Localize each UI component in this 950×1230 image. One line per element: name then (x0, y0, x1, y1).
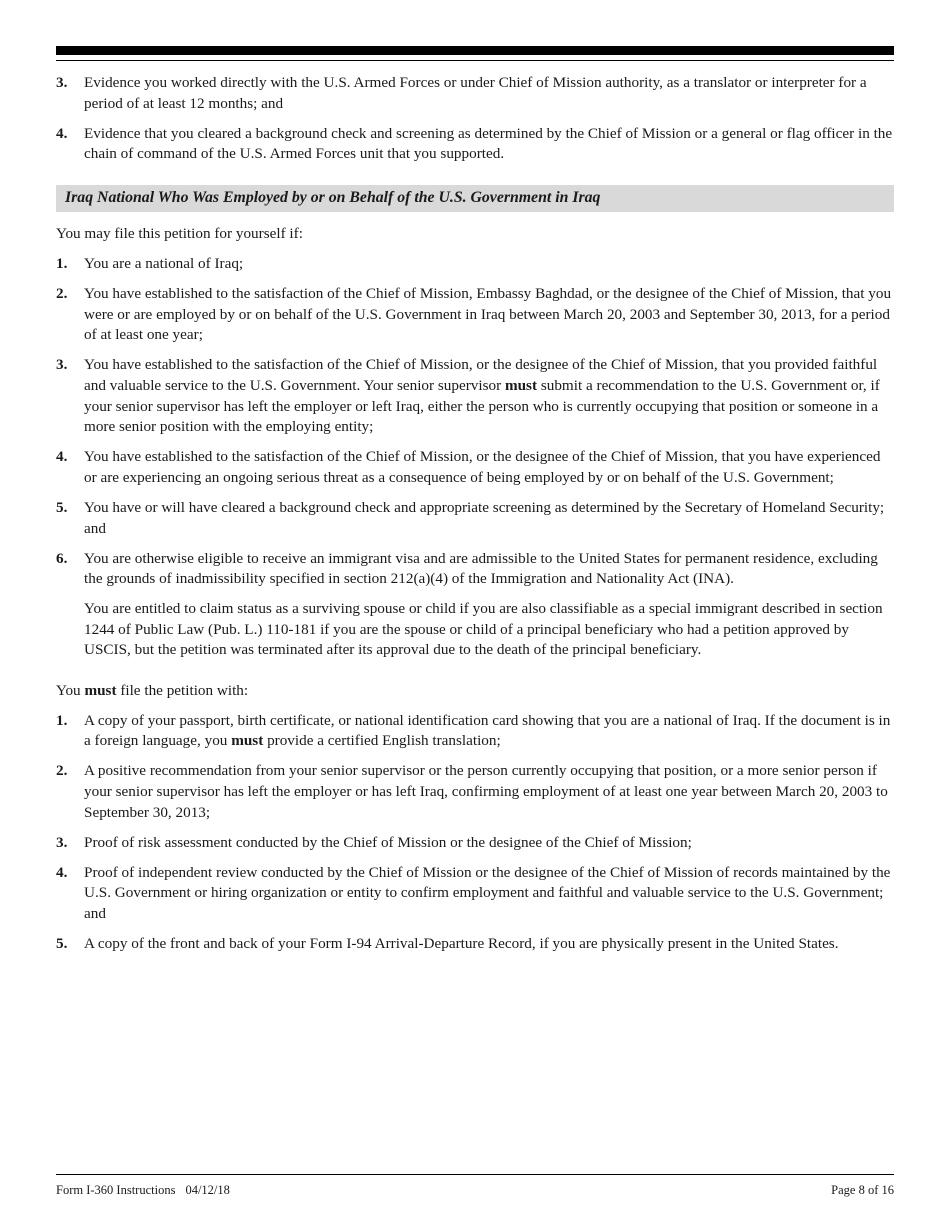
item-number: 3. (56, 74, 68, 91)
item-number: 3. (56, 356, 68, 374)
list-item (56, 355, 894, 437)
item-number: 4. (56, 448, 68, 466)
item-text (84, 711, 894, 752)
header-thick-rule (56, 46, 894, 55)
item-text-part: You have established to the satisfaction of the Chief of Mission, or the designee of the Chief of Mission, that you provided faithful and valuable service to the U.S. Government. Your senior supervisor (84, 356, 878, 394)
list-item (56, 761, 894, 823)
item-number: 4. (56, 124, 68, 142)
list-item (56, 254, 894, 275)
item-text-part: submit a recommendation to the U.S. Government or, if your senior supervisor has left the employer or left Iraq, either the person who is currently occupying that position or someone in a more senior position with the employing entity; (84, 376, 880, 436)
item-text-part: provide a certified English translation; (263, 732, 501, 750)
list-item (56, 284, 894, 346)
item-number: 2. (56, 285, 68, 303)
item-text: A positive recommendation from your senior supervisor or the person currently occupying that position, or a more senior person if your senior supervisor has left the employer or has left Iraq, confirming employment of at least one year between March 20, 2003 to September 30, 2013; (84, 762, 888, 821)
spacer (56, 671, 894, 681)
section-heading: Iraq National Who Was Employed by or on Behalf of the U.S. Government in Iraq (56, 185, 894, 212)
list-item (56, 863, 894, 925)
item-number: 5. (56, 498, 68, 516)
requirements-intro (56, 681, 894, 702)
page-number: Page 8 of 16 (831, 1183, 894, 1197)
item-text: Evidence that you cleared a background check and screening as determined by the Chief of Mission or a general or flag officer in the chain of command of the U.S. Armed Forces unit that you supported. (84, 124, 893, 163)
emphasis-must: must (504, 376, 538, 394)
list-item (56, 711, 894, 752)
footer-date: 04/12/18 (185, 1183, 230, 1197)
item-text: Evidence you worked directly with the U.S. Armed Forces or under Chief of Mission authority, as a translator or interpreter for a period of at least 12 months; and (84, 74, 867, 112)
item-text: A copy of the front and back of your Form I-94 Arrival-Departure Record, if you are physically present in the United States. (84, 935, 839, 952)
item-number: 4. (56, 863, 68, 881)
footer-form-name: Form I-360 Instructions (56, 1183, 176, 1197)
list-item (56, 833, 894, 854)
item-text-part: A copy of your passport, birth certificate, or national identification card showing that you are a national of Iraq. If the document is in a foreign language, you (84, 711, 891, 750)
intro-part: file the petition with: (116, 681, 249, 699)
list-item (56, 498, 894, 539)
emphasis-must: must (231, 732, 264, 750)
eligibility-intro: You may file this petition for yourself if: (56, 224, 303, 242)
item-text: You have or will have cleared a background check and appropriate screening as determined by the Secretary of Homeland Security; and (84, 498, 885, 537)
item-number: 1. (56, 254, 68, 272)
item-text: You are otherwise eligible to receive an immigrant visa and are admissible to the United States for permanent residence, excluding the grounds of inadmissibility specified in section 212(a)(4) of the Immigration and Nationality Act (INA). (84, 549, 878, 588)
list-item (56, 124, 894, 165)
page-content (56, 73, 894, 964)
surviving-spouse-note: You are entitled to claim status as a surviving spouse or child if you are also classifiable as a special immigrant described in section 1244 of Public Law (Pub. L.) 110-181 if you are the spouse or child of a principal beneficiary who had a petition approved by USCIS, but the petition was terminated after its approval due to the death of the principal beneficiary. (84, 600, 883, 659)
item-text: Proof of risk assessment conducted by the Chief of Mission or the designee of the Chief of Mission; (84, 833, 692, 851)
footer-form-id (56, 1183, 230, 1198)
footer-rule (56, 1174, 894, 1175)
item-text: You have established to the satisfaction of the Chief of Mission, or the designee of the Chief of Mission, that you have experienced or are experiencing an ongoing serious threat as a consequence of being employed by or on behalf of the U.S. Government; (84, 448, 881, 486)
list-item (56, 549, 894, 590)
item-number: 1. (56, 711, 68, 729)
list-item (56, 934, 894, 955)
item-text: You are a national of Iraq; (84, 254, 244, 272)
emphasis-must: must (84, 681, 117, 699)
item-number: 2. (56, 762, 68, 780)
header-thin-rule (56, 60, 894, 61)
item-text: Proof of independent review conducted by the Chief of Mission or the designee of the Chief of Mission of records maintained by the U.S. Government or hiring organization or entity to confirm employment and faithful and valuable service to the U.S. Government; and (84, 863, 891, 922)
item-number: 6. (56, 549, 68, 567)
item-number: 3. (56, 833, 68, 851)
page-footer (56, 1183, 894, 1198)
list-item (56, 447, 894, 488)
list-item (56, 73, 894, 114)
intro-part: You (56, 681, 85, 699)
item-number: 5. (56, 935, 68, 952)
item-text: You have established to the satisfaction of the Chief of Mission, Embassy Baghdad, or the designee of the Chief of Mission, that you were or are employed by or on behalf of the U.S. Government in Iraq between March 20, 2003 and September 30, 2013, for a period of at least one year; (84, 285, 892, 344)
item-text (84, 355, 894, 437)
